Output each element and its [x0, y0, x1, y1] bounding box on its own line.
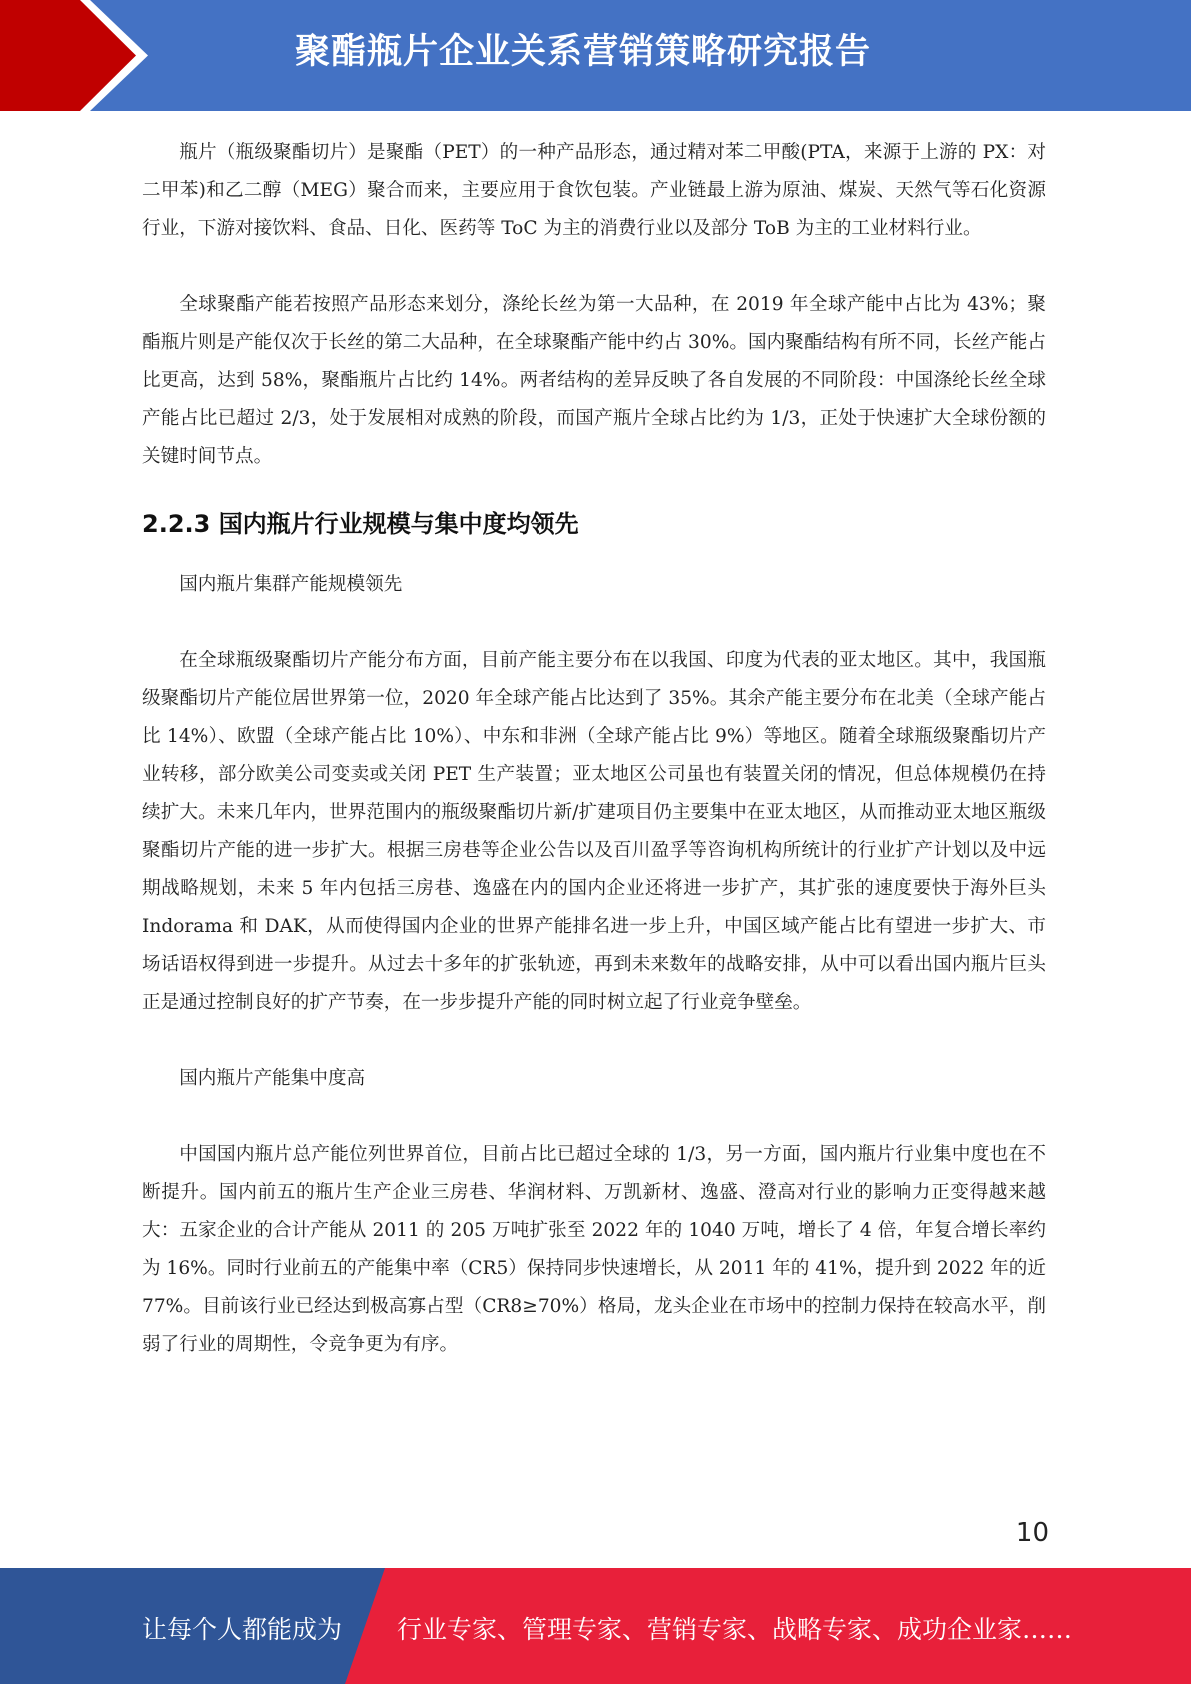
- red-chevron-decoration: [0, 0, 160, 111]
- footer-slogan-left: 让每个人都能成为: [142, 1615, 343, 1644]
- document-body: [142, 134, 1046, 1364]
- paragraph-concentration: 中国国内瓶片总产能位列世界首位，目前占比已超过全球的 1/3，另一方面，国内瓶片行业集中度也在不断提升。国内前五的瓶片生产企业三房巷、华润材料、万凯新材、逸盛、澄高对行业的影响力正变得越来越大：五家企业的合计产能从 2011 的 205 万吨扩张至 2022 年的 1040 万吨，增长了 4 倍，年复合增长率约为 16%。同时行业前五的产能集中率（CR5）保持同步快速增长，从 2011 年的 41%，提升到 2022 年的近 77%。目前该行业已经达到极高寡占型（CR8≥70%）格局，龙头企业在市场中的控制力保持在较高水平，削弱了行业的周期性，令竞争更为有序。: [142, 1144, 1046, 1355]
- page-footer: [0, 1568, 1191, 1684]
- paragraph-pet-intro: 瓶片（瓶级聚酯切片）是聚酯（PET）的一种产品形态，通过精对苯二甲酸(PTA，来源于上游的 PX：对二甲苯)和乙二醇（MEG）聚合而来，主要应用于食饮包装。产业链最上游为原油、煤炭、天然气等石化资源行业，下游对接饮料、食品、日化、医药等 ToC 为主的消费行业以及部分 ToB 为主的工业材料行业。: [142, 142, 1046, 239]
- footer-slogan-right: 行业专家、管理专家、营销专家、战略专家、成功企业家……: [397, 1615, 1073, 1644]
- page-number: 10: [1015, 1518, 1049, 1548]
- paragraph-global-capacity: 全球聚酯产能若按照产品形态来划分，涤纶长丝为第一大品种，在 2019 年全球产能中占比为 43%；聚酯瓶片则是产能仅次于长丝的第二大品种，在全球聚酯产能中约占 30%。国内聚酯结构有所不同，长丝产能占比更高，达到 58%，聚酯瓶片占比约 14%。两者结构的差异反映了各自发展的不同阶段：中国涤纶长丝全球产能占比已超过 2/3，处于发展相对成熟的阶段，而国产瓶片全球占比约为 1/3，正处于快速扩大全球份额的关键时间节点。: [142, 294, 1046, 467]
- subheading-capacity-scale: 国内瓶片集群产能规模领先: [179, 574, 403, 595]
- page-header: [0, 0, 1191, 111]
- report-title: 聚酯瓶片企业关系营销策略研究报告: [295, 32, 872, 72]
- subheading-concentration: 国内瓶片产能集中度高: [179, 1068, 366, 1089]
- paragraph-capacity-distribution: 在全球瓶级聚酯切片产能分布方面，目前产能主要分布在以我国、印度为代表的亚太地区。其中，我国瓶级聚酯切片产能位居世界第一位，2020 年全球产能占比达到了 35%。其余产能主要分布在北美（全球产能占比 14%）、欧盟（全球产能占比 10%）、中东和非洲（全球产能占比 9%）等地区。随着全球瓶级聚酯切片产业转移，部分欧美公司变卖或关闭 PET 生产装置；亚太地区公司虽也有装置关闭的情况，但总体规模仍在持续扩大。未来几年内，世界范围内的瓶级聚酯切片新/扩建项目仍主要集中在亚太地区，从而推动亚太地区瓶级聚酯切片产能的进一步扩大。根据三房巷等企业公告以及百川盈孚等咨询机构所统计的行业扩产计划以及中远期战略规划，未来 5 年内包括三房巷、逸盛在内的国内企业还将进一步扩产，其扩张的速度要快于海外巨头 Indorama 和 DAK，从而使得国内企业的世界产能排名进一步上升，中国区域产能占比有望进一步扩大、市场话语权得到进一步提升。从过去十多年的扩张轨迹，再到未来数年的战略安排，从中可以看出国内瓶片巨头正是通过控制良好的扩产节奏，在一步步提升产能的同时树立起了行业竞争壁垒。: [142, 650, 1046, 1013]
- section-heading: 2.2.3 国内瓶片行业规模与集中度均领先: [142, 510, 579, 538]
